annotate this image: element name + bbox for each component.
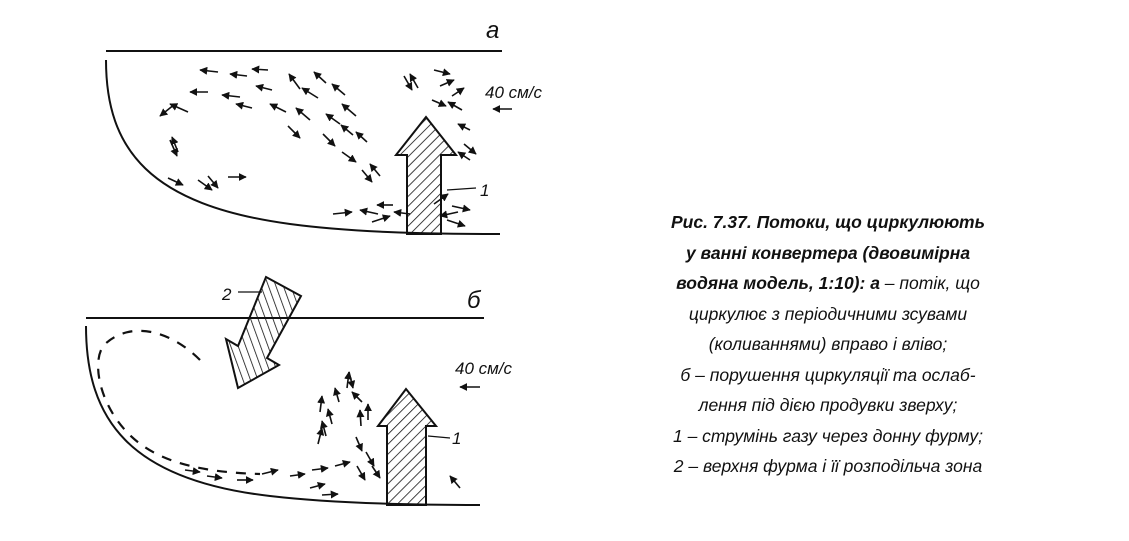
flow-vector-arrow <box>323 134 335 146</box>
flow-vector-arrow <box>333 212 352 214</box>
flow-vector-arrow <box>335 388 339 402</box>
flow-vector-arrow <box>410 74 418 88</box>
flow-vector-arrow <box>360 410 361 426</box>
flow-vector-arrow <box>366 452 374 466</box>
flow-vector-arrow <box>322 494 338 495</box>
caption-line-4: циркулює з періодичними зсувами <box>688 303 968 324</box>
panel-b-lance-label: 2 <box>222 285 232 304</box>
caption-line-3-rest: – потік, що <box>879 273 980 293</box>
flow-vector-arrow <box>440 212 458 216</box>
flow-vector-arrow <box>356 437 362 451</box>
panel-b-jet-label: 1 <box>452 429 462 448</box>
flow-vector-arrow <box>198 180 212 190</box>
flow-vector-arrow <box>230 74 247 76</box>
gas-jet-arrow-b <box>378 389 436 505</box>
panel-a-letter: а <box>486 17 500 44</box>
flow-vector-arrow <box>349 372 353 388</box>
flow-vector-arrow <box>262 470 278 474</box>
flow-vector-arrow <box>236 104 252 108</box>
flow-vector-arrow <box>332 84 345 95</box>
flow-vector-arrow <box>440 80 454 86</box>
flow-vector-arrow <box>328 409 332 424</box>
caption-line-3 <box>608 268 1048 299</box>
flow-vector-arrow <box>347 372 349 388</box>
caption-line-2: у ванні конвертера (двовимірна <box>685 242 971 263</box>
flow-vector-arrow <box>448 102 462 110</box>
panel-b-letter: б <box>467 287 481 314</box>
flow-vector-arrow <box>296 108 310 120</box>
flow-vector-arrow <box>360 210 378 214</box>
flow-vector-arrow <box>432 100 446 106</box>
flow-vector-arrow <box>464 144 476 154</box>
flow-vector-arrow <box>362 170 372 182</box>
flow-vector-arrow <box>302 88 318 98</box>
caption-line-7: лення під дією продувки зверху; <box>698 395 958 415</box>
flow-vector-arrow <box>458 152 470 160</box>
flow-vector-arrow <box>372 466 380 478</box>
flow-vector-arrow <box>185 470 200 472</box>
flow-vector-arrow <box>312 468 328 470</box>
caption-line-3-bold: водяна модель, 1:10): а <box>676 273 880 293</box>
panel-b-speed-label: 40 см/с <box>455 359 513 378</box>
flow-vector-arrow <box>452 206 470 210</box>
flow-vector-arrow <box>326 114 340 124</box>
flow-vector-arrow <box>372 216 390 222</box>
flow-vector-arrow <box>270 104 286 112</box>
flow-vector-arrow <box>288 126 300 138</box>
flow-vector-arrow <box>450 476 460 488</box>
figure-caption <box>608 207 1048 482</box>
caption-line-6: б – порушення циркуляції та ослаб- <box>680 364 976 385</box>
panel-a <box>106 17 543 234</box>
panel-a-speed-label: 40 см/с <box>485 83 543 102</box>
flow-vector-arrow <box>357 466 365 480</box>
caption-line-8: 1 – струмінь газу через донну фурму; <box>672 425 984 446</box>
flow-vector-arrow <box>404 76 412 90</box>
flow-vector-arrow <box>256 86 272 90</box>
caption-line-9: 2 – верхня фурма і її розподільча зона <box>673 456 983 476</box>
jet-leader-b <box>428 436 450 438</box>
flow-vector-arrow <box>320 396 322 412</box>
caption-line-5: (коливаннями) вправо і вліво; <box>708 334 948 354</box>
flow-vector-arrow <box>352 392 362 402</box>
flow-vector-arrow <box>200 70 218 72</box>
flow-vector-arrow <box>170 104 188 112</box>
flow-vector-arrow <box>208 176 218 188</box>
caption-title: Рис. 7.37. Потоки, що циркулюють <box>670 212 986 232</box>
panel-a-jet-label: 1 <box>480 181 490 200</box>
flow-vector-arrow <box>335 462 350 466</box>
flow-vector-arrow <box>252 69 268 70</box>
flow-vector-arrow <box>458 124 470 130</box>
flow-vector-arrow <box>452 88 464 96</box>
flow-vector-arrow <box>370 164 380 176</box>
flow-vector-arrow <box>342 152 356 162</box>
gas-jet-arrow-a <box>396 117 456 234</box>
flow-vector-arrow <box>222 95 240 97</box>
top-lance-arrow-b <box>226 277 301 388</box>
jet-leader-a <box>447 188 476 190</box>
flow-vector-arrow <box>207 476 222 478</box>
panel-b <box>86 277 513 505</box>
flow-vector-arrow <box>290 474 305 476</box>
flow-vector-arrow <box>447 220 465 226</box>
flow-vector-arrow <box>318 428 322 444</box>
flow-vector-arrow <box>342 104 356 116</box>
flow-vector-arrow <box>310 484 325 488</box>
flow-vector-arrow <box>356 132 367 142</box>
flow-vector-arrow <box>434 70 450 74</box>
flow-vector-arrow <box>341 125 353 135</box>
flow-vector-arrow <box>289 74 300 89</box>
flow-vector-arrow <box>314 72 326 83</box>
flow-vector-arrow <box>168 178 183 185</box>
